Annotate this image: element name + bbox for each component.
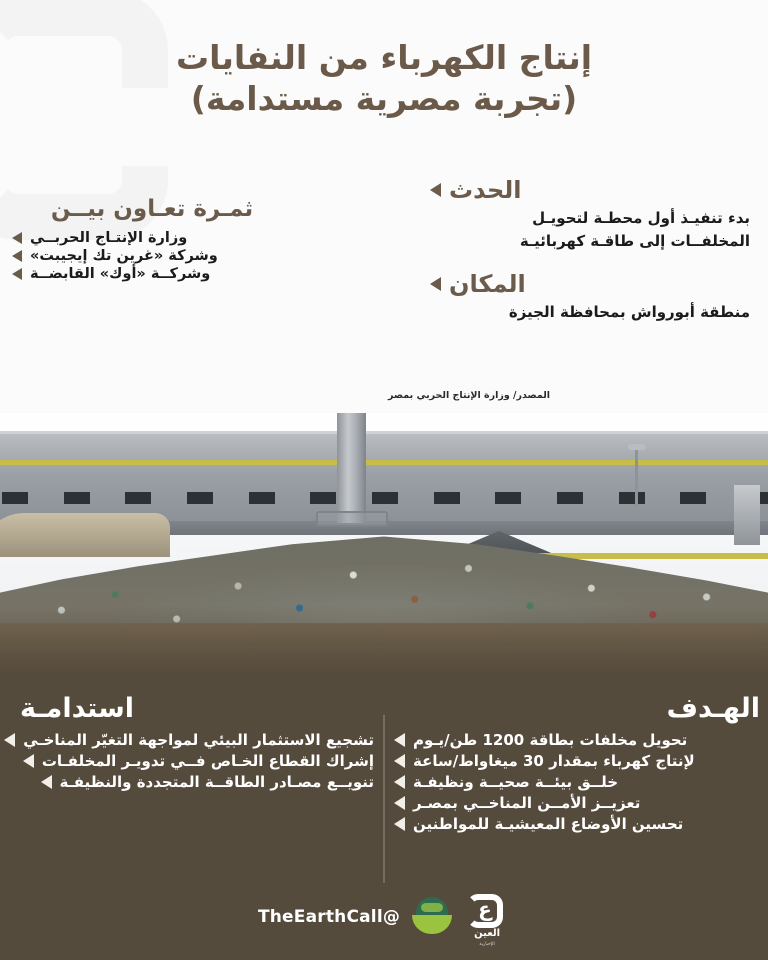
event-block (430, 176, 750, 254)
triangle-bullet-icon (41, 775, 52, 789)
list-item (394, 794, 760, 812)
triangle-bullet-icon (394, 817, 405, 831)
al-ain-logo-letter: ع (478, 897, 492, 921)
factory-building (0, 431, 768, 523)
sustainability-item-label: إشراك القطاع الخـاص فــي تدويـر المخلفـات (41, 752, 374, 771)
partners-heading-row (12, 196, 292, 222)
plant-photo (0, 413, 768, 675)
sustainability-column (8, 693, 374, 794)
place-body (430, 301, 750, 324)
leaf-icon (412, 915, 452, 934)
triangle-bullet-icon (394, 754, 405, 768)
sustainability-list (8, 731, 374, 791)
conveyor-structure (0, 513, 170, 557)
event-heading-row (430, 176, 750, 204)
triangle-bullet-icon (12, 232, 22, 244)
goal-item-label: تعزيــز الأمــن المناخــي بمصـر (413, 794, 641, 813)
partners-column (12, 196, 292, 284)
source-credit (0, 390, 768, 401)
event-heading: الحدث (449, 176, 522, 204)
goal-item-label: تحسين الأوضاع المعيشيـة للمواطنين (413, 815, 684, 834)
top-content-zone (0, 0, 768, 415)
social-handle[interactable]: @TheEarthCall (257, 907, 401, 927)
event-body (430, 207, 750, 254)
footer-bar (0, 894, 768, 947)
side-tower (734, 485, 760, 545)
triangle-bullet-icon (430, 183, 441, 197)
triangle-bullet-icon (394, 775, 405, 789)
title-line-2: (تجربة مصرية مستدامة) (190, 78, 578, 118)
partners-list (12, 230, 292, 282)
goal-item-label: تحويل مخلفات بطاقة 1200 طن/يـوم (413, 731, 688, 750)
place-heading: المكان (449, 269, 526, 298)
smokestack (337, 413, 366, 523)
al-ain-logo-subtitle: الإخبارية (479, 942, 495, 947)
list-item (394, 731, 760, 749)
place-body-line-1: منطقة أبورواش بمحافظة الجيزة (508, 302, 750, 321)
goal-item-label: لإنتاج كهرباء بمقدار 30 ميغاواط/ساعة (413, 752, 695, 771)
photo-bottom-fade (0, 605, 768, 675)
triangle-bullet-icon (430, 277, 441, 291)
event-body-line-2: المخلفــات إلى طاقـة كهربائيـة (519, 232, 750, 251)
triangle-bullet-icon (12, 250, 22, 262)
place-heading-row (430, 270, 750, 298)
bottom-panel (0, 675, 768, 960)
partner-label: وزارة الإنتـاج الحربــي (30, 230, 188, 246)
earth-call-logo-icon[interactable] (410, 895, 454, 939)
sustainability-item-label: تنويــع مصـادر الطاقــة المتجددة والنظيفـة (59, 773, 374, 792)
light-pole-icon (635, 449, 638, 507)
list-item (394, 815, 760, 833)
al-ain-logo-word: العين (474, 928, 501, 939)
stack-platform (316, 511, 388, 527)
goal-list (394, 731, 760, 833)
right-info-column (430, 176, 750, 340)
factory-windows (2, 492, 768, 504)
triangle-bullet-icon (394, 733, 405, 747)
triangle-bullet-icon (4, 733, 15, 747)
column-divider (384, 715, 385, 883)
list-item (12, 266, 292, 282)
event-body-line-1: بدء تنفيـذ أول محطـة لتحويـل (532, 209, 750, 227)
sustainability-item-label: تشجيع الاستثمار البيئي لمواجهة التغيّر المناخـي (23, 731, 374, 750)
al-ain-logo-icon[interactable] (464, 894, 510, 947)
goal-column (394, 693, 760, 836)
sustainability-heading: استدامـة (20, 693, 134, 724)
triangle-bullet-icon (12, 268, 22, 280)
list-item (394, 752, 760, 770)
page-title (0, 0, 768, 120)
triangle-bullet-icon (23, 754, 34, 768)
partner-label: وشركة «غرين تك إيجيبت» (30, 248, 218, 264)
list-item (394, 773, 760, 791)
goal-heading: الهـدف (666, 693, 760, 724)
list-item (8, 752, 374, 770)
list-item (8, 773, 374, 791)
list-item (12, 230, 292, 246)
list-item (8, 731, 374, 749)
place-block (430, 270, 750, 324)
list-item (12, 248, 292, 264)
triangle-bullet-icon (394, 796, 405, 810)
goal-item-label: خلــق بيئــة صحيــة ونظيفـة (413, 773, 619, 792)
partners-heading: ثمـرة تعـاون بيــن (50, 196, 254, 222)
title-line-1: إنتاج الكهرباء من النفايات (175, 38, 593, 77)
source-credit-text: المصدر/ وزارة الإنتاج الحربي بمصر (387, 390, 551, 401)
partner-label: وشركــة «أوك» القابضــة (30, 266, 211, 282)
